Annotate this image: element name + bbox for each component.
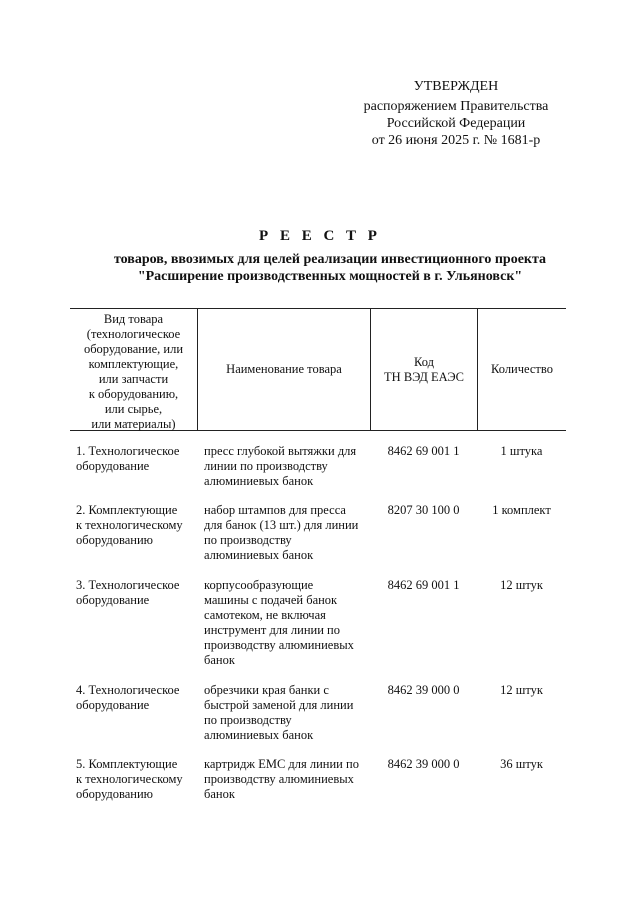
cell-product-type [70, 757, 197, 802]
cell-line: оборудованию [76, 787, 154, 801]
cell-product-name [197, 444, 370, 489]
cell-product-name [197, 757, 370, 802]
cell-line: набор штампов для пресса [204, 503, 346, 517]
header-line: ТН ВЭД ЕАЭС [384, 369, 464, 384]
cell-code: 8462 39 000 0 [387, 757, 460, 771]
table-row [70, 444, 566, 489]
cell-line: оборудование [76, 698, 150, 712]
header-line: Количество [491, 362, 553, 376]
cell-line: линии по производству [204, 459, 328, 473]
approval-line: от 26 июня 2025 г. № 1681-р [371, 133, 541, 148]
cell-line: корпусообразующие [204, 578, 314, 592]
subtitle-line: товаров, ввозимых для целей реализации инвестиционного проекта [113, 252, 547, 267]
registry-subtitle [60, 251, 600, 285]
cell-line: для банок (13 шт.) для линии [204, 518, 359, 532]
header-line: Код [414, 354, 434, 369]
cell-line: 4. Технологическое [76, 683, 180, 697]
header-cell-quantity [477, 309, 566, 430]
table-row [70, 757, 566, 802]
cell-line: к технологическому [76, 518, 183, 532]
cell-quantity: 36 штук [500, 757, 543, 771]
cell-line: оборудование [76, 459, 150, 473]
cell-line: инструмент для линии по [204, 623, 340, 637]
cell-quantity: 1 штука [500, 444, 543, 458]
cell-line: алюминиевых банок [204, 548, 314, 562]
header-line: оборудование, или [83, 342, 184, 356]
cell-line: 2. Комплектующие [76, 503, 178, 517]
cell-line: 5. Комплектующие [76, 757, 178, 771]
cell-line: по производству [204, 713, 292, 727]
subtitle-line: "Расширение производственных мощностей в г. Ульяновск" [137, 269, 523, 284]
header-line: (технологическое [86, 327, 181, 341]
cell-code: 8462 69 001 1 [387, 578, 460, 592]
cell-line: оборудованию [76, 533, 154, 547]
table-row [70, 503, 566, 563]
cell-code: 8207 30 100 0 [387, 503, 460, 517]
header-line: или материалы) [91, 417, 176, 431]
cell-line: 1. Технологическое [76, 444, 180, 458]
header-line: комплектующие, [88, 357, 179, 371]
table-row [70, 683, 566, 743]
header-cell-type [70, 309, 197, 430]
cell-quantity: 1 комплект [492, 503, 551, 517]
registry-table [70, 308, 566, 801]
table-row [70, 578, 566, 668]
cell-line: оборудование [76, 593, 150, 607]
header-text [384, 355, 464, 385]
header-line: или сырье, [104, 402, 163, 416]
approval-title: УТВЕРЖДЕН [413, 79, 499, 94]
header-line: Вид товара [103, 312, 164, 326]
cell-line: картридж ЕМС для линии по [204, 757, 359, 771]
cell-product-type [70, 503, 197, 563]
cell-line: банок [204, 787, 235, 801]
cell-line: производству алюминиевых [204, 772, 354, 786]
approval-block [350, 78, 562, 149]
cell-product-type [70, 578, 197, 668]
cell-line: пресс глубокой вытяжки для [204, 444, 357, 458]
cell-line: алюминиевых банок [204, 474, 314, 488]
cell-quantity: 12 штук [500, 683, 543, 697]
cell-product-type [70, 444, 197, 489]
header-line: или запчасти [98, 372, 169, 386]
table-header [70, 308, 566, 431]
cell-line: банок [204, 653, 235, 667]
cell-line: самотеком, не включая [204, 608, 326, 622]
approval-line: распоряжением Правительства [363, 99, 549, 114]
approval-line: Российской Федерации [386, 116, 526, 131]
cell-product-name [197, 503, 370, 563]
header-text [84, 312, 183, 432]
cell-quantity: 12 штук [500, 578, 543, 592]
cell-code: 8462 39 000 0 [387, 683, 460, 697]
cell-code: 8462 69 001 1 [387, 444, 460, 458]
registry-title: Р Е Е С Т Р [259, 228, 381, 244]
cell-line: быстрой заменой для линии [204, 698, 354, 712]
header-line: к оборудованию, [88, 387, 179, 401]
cell-product-type [70, 683, 197, 743]
cell-line: к технологическому [76, 772, 183, 786]
cell-line: алюминиевых банок [204, 728, 314, 742]
cell-line: 3. Технологическое [76, 578, 180, 592]
header-cell-code [370, 309, 477, 430]
header-line: Наименование товара [226, 362, 342, 376]
header-text [226, 362, 342, 377]
cell-product-name [197, 578, 370, 668]
cell-line: производству алюминиевых [204, 638, 354, 652]
cell-line: по производству [204, 533, 292, 547]
header-cell-name [197, 309, 370, 430]
cell-line: машины с подачей банок [204, 593, 338, 607]
cell-product-name [197, 683, 370, 743]
cell-line: обрезчики края банки с [204, 683, 329, 697]
header-text [491, 362, 553, 377]
